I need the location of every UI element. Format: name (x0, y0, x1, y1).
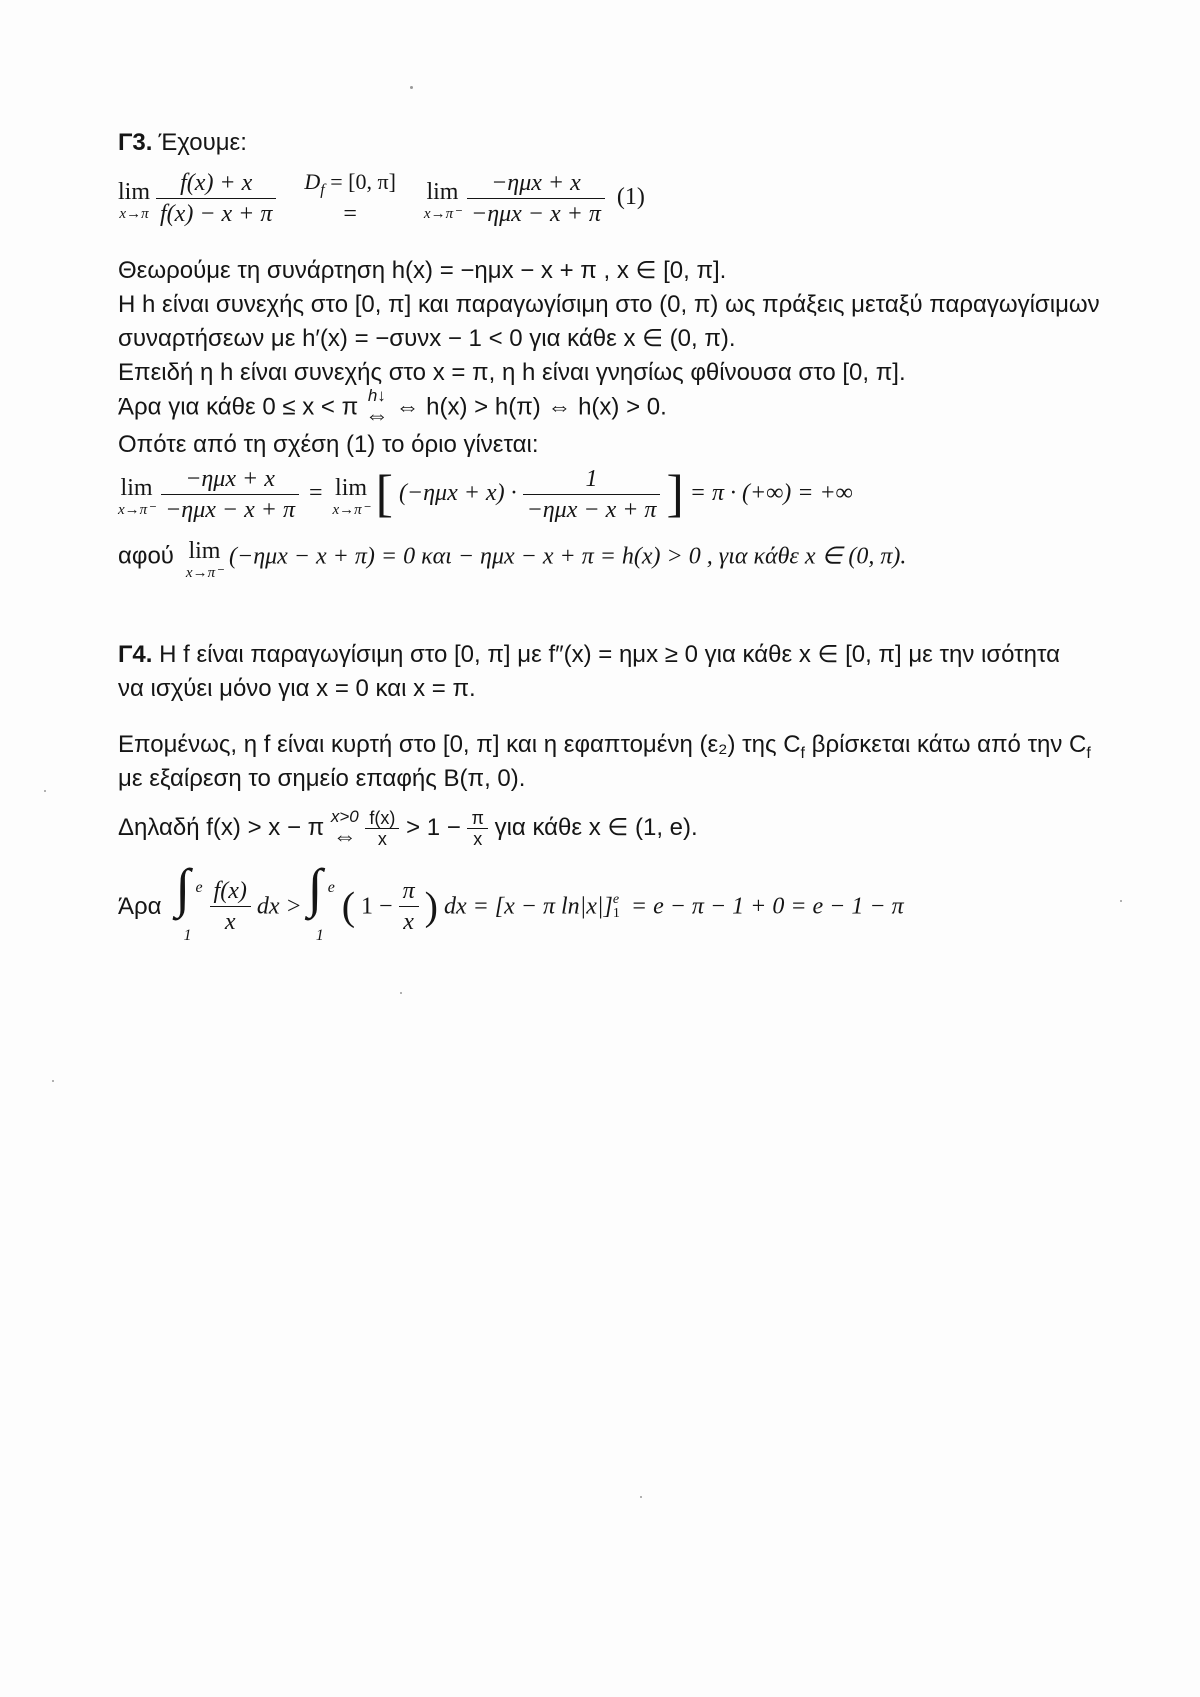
g3-line-h-definition: Θεωρούμε τη συνάρτηση h(x) = −ημx − x + π , x ∈ [0, π]. (118, 257, 727, 284)
g3-heading (118, 128, 247, 158)
limit-1: lim x→π⁻ (118, 474, 156, 518)
g4-line-6-integral: Άρα ∫ e 1 $\frac{f(x)}{x}$ dx > ∫ e 1 ( 1 − $\frac{\pi}{x}$ ) dx = [x − π ln|x|] e 1 = e − π − 1 + 0 = e − 1 − π (118, 857, 904, 944)
scan-speck (1120, 900, 1122, 902)
fraction-2: $\frac{1}{\text{−ημx − x + π}}$ (523, 464, 661, 525)
limit-2: lim x→π⁻ (332, 474, 370, 518)
scan-speck (400, 992, 402, 994)
integral-sign-2: ∫ e 1 (307, 857, 335, 944)
bracket-open: [ (375, 465, 393, 523)
g3-line-ara: Άρα για κάθε 0 ≤ x < π h↓ ⇔ ⇔ h(x) > h(π) ⇔ h(x) > 0. (118, 386, 667, 429)
g3-line-opote: Οπότε από τη σχέση (1) το όριο γίνεται: (118, 431, 539, 458)
g3-intro: Έχουμε: (158, 129, 247, 156)
g4-line-2: να ισχύει μόνο για x = 0 και x = π. (118, 675, 476, 702)
domain-over-equals: $D_f = [0$, π] = (304, 169, 396, 227)
fraction-1: $\frac{\text{−ημx + x}}{\text{−ημx − x + π}}$ (161, 464, 299, 525)
g3-equation-1 (118, 168, 645, 232)
g3-line-derivative: συναρτήσεων με h′(x) = −συνx − 1 < 0 για κάθε x ∈ (0, π). (118, 325, 736, 352)
g3-line-decreasing: Επειδή η h είναι συνεχής στο x = π, η h είναι γνησίως φθίνουσα στο [0, π]. (118, 359, 906, 386)
over-equivalence-x: x>0 ⇔ (330, 806, 359, 850)
g4-line-3: Επομένως, η f είναι κυρτή στο [0, π] και η εφαπτομένη (ε₂) της $C_f$ βρίσκεται κάτω από την $C_f$ (118, 731, 1091, 762)
g3-line-continuity: Η h είναι συνεχής στο [0, π] και παραγωγίσιμη στο (0, π) ως πράξεις μεταξύ παραγωγίσιμων (118, 291, 1100, 318)
scan-speck (640, 1496, 642, 1498)
g4-label: Γ4. (118, 641, 153, 668)
integral-sign-1: ∫ e 1 (175, 857, 203, 944)
over-equivalence: h↓ ⇔ (364, 386, 389, 429)
limit-right: lim x→π⁻ (423, 178, 461, 222)
g4-line-5: Δηλαδή f(x) > x − π x>0 ⇔ $\frac{f(x)}{x}$ > 1 − $\frac{\pi}{x}$ για κάθε x ∈ (1, e). (118, 806, 698, 850)
g4-line-1: Γ4. Η f είναι παραγωγίσιμη στο [0, π] με f″(x) = ημx ≥ 0 για κάθε x ∈ [0, π] με την ισότητα (118, 641, 1061, 668)
fraction-left: $\frac{f(x) + x}{f(x) - x + \pi}$ (156, 168, 276, 229)
g3-line-afou: αφού lim x→π⁻ (−ημx − x + π) = 0 και − ημx − x + π = h(x) > 0 , για κάθε x ∈ (0, π). (118, 538, 907, 581)
fraction-pi-over-x: $\frac{\pi}{x}$ (467, 808, 487, 849)
limit-left: lim x→π (118, 178, 151, 222)
g3-label: Γ3. (118, 129, 153, 156)
g3-equation-2: lim x→π⁻ $\frac{\text{−ημx + x}}{\text{−ημx − x + π}}$ = lim x→π⁻ [ (−ημx + x) · $\frac{1}{\text{−ημx − x + π}}$ ] = π · (+∞) = +∞ (118, 465, 853, 523)
equation-tag: (1) (616, 184, 645, 211)
pi-over-x-fraction: $\frac{\pi}{x}$ (399, 876, 419, 937)
scan-speck (52, 1080, 54, 1082)
fraction-right: $\frac{\text{−ημx + x}}{\text{−ημx − x + π}}$ (467, 168, 605, 229)
g4-line-4: με εξαίρεση το σημείο επαφής Β(π, 0). (118, 765, 526, 792)
scan-speck (410, 86, 413, 89)
fraction-fx-over-x: $\frac{f(x)}{x}$ (365, 808, 399, 849)
scan-speck (44, 790, 46, 792)
integrand-fraction: $\frac{f(x)}{x}$ (210, 876, 251, 937)
limit-afou: lim x→π⁻ (185, 538, 224, 581)
bracket-close: ] (666, 465, 684, 523)
